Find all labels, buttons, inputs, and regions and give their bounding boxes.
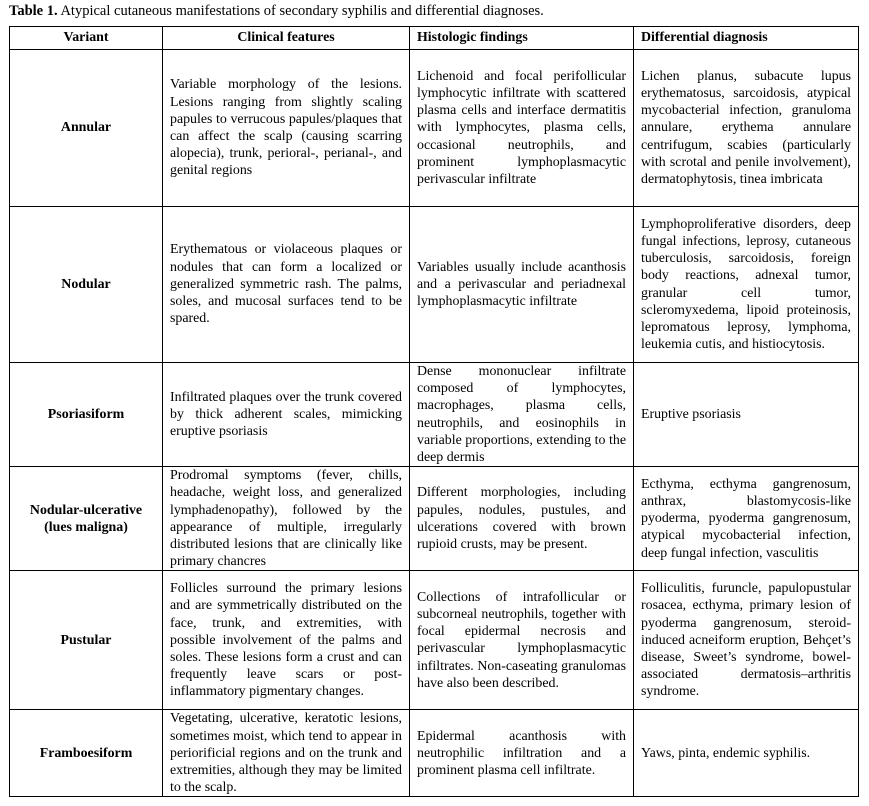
- cell-clinical-features: Variable morphology of the lesions. Lesions ranging from slightly scaling papules to verrucous papules/plaques that can affect the scalp (causing scarring alopecia), trunk, perioral-, perianal-, and genital regions: [163, 50, 410, 207]
- cell-histologic-findings: Variables usually include acanthosis and a perivascular and periadnexal lymphoplasmacytic infiltrate: [410, 207, 634, 363]
- table-caption-text: Atypical cutaneous manifestations of secondary syphilis and differential diagnoses.: [57, 3, 544, 19]
- cell-variant: Framboesiform: [10, 710, 163, 797]
- table-caption: [9, 2, 860, 26]
- table-row-annular: [10, 50, 859, 207]
- table-row-psoriasiform: [10, 363, 859, 467]
- cell-clinical-features: Follicles surround the primary lesions and are symmetrically distributed on the face, trunk, and extremities, with possible involvement of the palms and soles. These lesions form a crust and can frequently leave scars or post-inflammatory pigmentary changes.: [163, 571, 410, 710]
- cell-histologic-findings: Different morphologies, including papules, nodules, pustules, and ulcerations covered with brown rupioid crusts, may be present.: [410, 467, 634, 571]
- diagnosis-table: [9, 26, 859, 797]
- cell-histologic-findings: Lichenoid and focal perifollicular lymphocytic infiltrate with scattered plasma cells and interface dermatitis with lymphocytes, plasma cells, occasional neutrophils, and prominent lymphoplasmacytic perivascular infiltrate: [410, 50, 634, 207]
- cell-differential-diagnosis: Ecthyma, ecthyma gangrenosum, anthrax, blastomycosis-like pyoderma, pyoderma gangrenosum, atypical mycobacterial infection, deep fungal infection, vasculitis: [634, 467, 859, 571]
- cell-clinical-features: Erythematous or violaceous plaques or nodules that can form a localized or generalized symmetric rash. The palms, soles, and mucosal surfaces tend to be spared.: [163, 207, 410, 363]
- variant-alias: (lues maligna): [44, 519, 128, 535]
- header-variant: Variant: [10, 27, 163, 50]
- cell-variant: Nodular: [10, 207, 163, 363]
- table-row-pustular: [10, 571, 859, 710]
- header-clinical-features: Clinical features: [163, 27, 410, 50]
- cell-histologic-findings: Dense mononuclear infiltrate composed of lymphocytes, macrophages, plasma cells, neutrophils, and eosinophils in variable proportions, extending to the deep dermis: [410, 363, 634, 467]
- cell-variant: Psoriasiform: [10, 363, 163, 467]
- cell-differential-diagnosis: Eruptive psoriasis: [634, 363, 859, 467]
- cell-differential-diagnosis: Lymphoproliferative disorders, deep fungal infections, leprosy, cutaneous tuberculosis, sarcoidosis, foreign body reactions, adnexal tumor, granular cell tumor, scleromyxedema, lipoid proteinosis, lepromatous leprosy, lymphoma, leukemia cutis, and histiocytosis.: [634, 207, 859, 363]
- cell-variant: [10, 467, 163, 571]
- cell-variant: Pustular: [10, 571, 163, 710]
- table-header-row: [10, 27, 859, 50]
- table-row-framboesiform: [10, 710, 859, 797]
- cell-clinical-features: Prodromal symptoms (fever, chills, headache, weight loss, and generalized lymphadenopathy), followed by the appearance of multiple, irregularly distributed lesions that are clinically like primary chancres: [163, 467, 410, 571]
- table-row-nodular-ulcerative: [10, 467, 859, 571]
- table-row-nodular: [10, 207, 859, 363]
- cell-differential-diagnosis: Yaws, pinta, endemic syphilis.: [634, 710, 859, 797]
- cell-differential-diagnosis: Lichen planus, subacute lupus erythematosus, sarcoidosis, atypical mycobacterial infection, granuloma annulare, erythema annulare centrifugum, scabies (particularly with scrotal and penile involvement), dermatophytosis, tinea imbricata: [634, 50, 859, 207]
- cell-differential-diagnosis: Folliculitis, furuncle, papulopustular rosacea, ecthyma, primary lesion of pyoderma gangrenosum, steroid-induced acneiform eruption, Behçet’s disease, Sweet’s syndrome, bowel-associated dermatosis–arthritis syndrome.: [634, 571, 859, 710]
- cell-histologic-findings: Epidermal acanthosis with neutrophilic infiltration and a prominent plasma cell infiltrate.: [410, 710, 634, 797]
- variant-name: Nodular-ulcerative: [29, 502, 143, 518]
- cell-histologic-findings: Collections of intrafollicular or subcorneal neutrophils, together with focal epidermal necrosis and perivascular lymphoplasmacytic infiltrates. Non-caseating granulomas have also been described.: [410, 571, 634, 710]
- table-caption-label: Table 1.: [9, 3, 58, 19]
- cell-clinical-features: Vegetating, ulcerative, keratotic lesions, sometimes moist, which tend to appear in periorificial regions and on the trunk and extremities, although they may be limited to the scalp.: [163, 710, 410, 797]
- header-differential-diagnosis: Differential diagnosis: [634, 27, 859, 50]
- cell-variant: Annular: [10, 50, 163, 207]
- cell-clinical-features: Infiltrated plaques over the trunk covered by thick adherent scales, mimicking eruptive psoriasis: [163, 363, 410, 467]
- header-histologic-findings: Histologic findings: [410, 27, 634, 50]
